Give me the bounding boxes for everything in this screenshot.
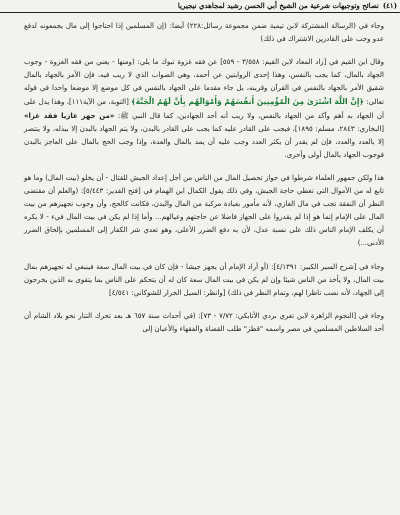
text-run: [التوبة، من الآية١١١]، وهذا يدل على أن الجهاد به أهم وآكد من الجهاد بالنفس، ولا ريب أنه أحد الجهادين، كما قال النبي ﷺ: bbox=[24, 98, 384, 120]
text-run: وجاء في [شرح السير الكبير: ٤/١٣٩١]: (أو أراد الإمام أن يجهز جيشا - فإن كان في بيت المال سعة فينبغي له تجهيزهم بمال بيت المال، ولا يأخذ من الناس شيئا وإن لم يكن في بيت المال سعة كان له أن يتحكم على الناس بما يتقوى به الذين يخرجون إلى الجهاد، لأنه نصب ناظرا لهم، وتمام النظر في ذلك) [وانظر: السيل الجرار للشوكاني: ٤/٥٤١] bbox=[24, 262, 384, 297]
text-run: وجاء في [النجوم الزاهرة لابن تغري بردي الأتابكي: ٧/٧٢ - ٧٣]: (في أحداث سنة ٦٥٧ هـ بعد تحرك التتار نحو بلاد الشام أن أحد السلاطين المسلمين في مصر واسمه "قطز" طلب القضاة والفقهاء والأعيان إلى bbox=[24, 311, 385, 333]
text-run: وجاء في (الرسالة المشتركة لابن تيمية ضمن مجموعة رسائل:٢٢٨) أيضا: (إن المسلمين إذا احتاجوا إلى مال يجمعونه لدفع عدو وجب على القادرين الاشتراك في ذلك) bbox=[24, 22, 384, 44]
text-run: هذا ولكن جمهور العلماء شرطوا في جواز تحصيل المال من الناس من أجل إعداد الجيش للقتال - أن يخلو (بيت المال) وما هو تابع له من الأموال التي تغطي حاجة الجيش، وفي ذلك يقول الكمال ابن الهمام في [فتح القدير: ٥/٤٤٣]: (والعلم أن مقتضى النظر أن النفقة تجب في مال الغازي، لأنه مأمور بعبادة مركبة من المال والبدن، فكانت كالحج، وأن وجوب تجهيزهم من بيت المال على الإمام إنما هو إذا لم يقدروا على الجهاز فاضلا عن حاجتهم وعيالهم... وأما إذا لم يكن في بيت المال فيء - لا يكره أن يكلف الإمام الناس ذلك على نسبة عدل، لأن به دفع الضرر الأعلى، وهو تعدي شر الكفار إلى المسلمين بإلحاق الضرر الأدنى...) bbox=[24, 173, 384, 248]
body-text bbox=[24, 20, 384, 336]
page-number: (٤١) bbox=[382, 1, 397, 10]
paragraph bbox=[24, 56, 384, 162]
quran-verse: ﴿إِنَّ اللَّهَ اشْتَرَىٰ مِنَ الْمُؤْمِنِينَ أَنفُسَهُمْ وَأَمْوَالَهُم بِأَنَّ لَهُمُ الْجَنَّةَ﴾ bbox=[131, 97, 364, 107]
text-run: [البخاري: ٢٨٤٣، مسلم: ١٨٩٥]، فيجب على القادر عليه كما يجب على القادر بالبدن، ولا يتم الجهاد بالبدن إلا ببذله، ولا ينتصر إلا بالعدد والعدد، فإن لم يقدر أن يكثر العدد وجب عليه أن يمد بالمال والعدة، وإذا وجب الحج بالمال على العاجز بالبدن فوجوب الجهاد بالمال أولى وأحرى. bbox=[24, 124, 384, 159]
running-header bbox=[0, 0, 400, 13]
paragraph bbox=[24, 20, 384, 46]
text-run: وقال ابن القيم في [زاد المعاد لابن القيم: ٣/٥٥٨ - ٥٥٩] عن فقه غزوة تبوك ما يلي: (ومنها - يعني من فقه الغزوة - وجوب الجهاد بالمال، كما يجب بالنفس، وهذا إحدى الروايتين عن أحمد، وهي الصواب الذي لا ريب فيه، فإن الأمر بالجهاد بالمال شقيق الأمر بالجهاد بالنفس في القرآن وقرينه، بل جاء مقدما على الجهاد بالنفس في كل موضع إلا موضعا واحدا في قوله تعالى: bbox=[24, 58, 384, 107]
running-title: نصائح وتوجيهات شرعية من الشيخ أبي الحسن رشيد لمجاهدي نيجيريا bbox=[177, 1, 379, 10]
paragraph bbox=[24, 261, 384, 300]
paragraph bbox=[24, 172, 384, 251]
hadith-quote: «من جهز غازيا فقد غزا» bbox=[24, 111, 115, 120]
paragraph bbox=[24, 310, 384, 336]
